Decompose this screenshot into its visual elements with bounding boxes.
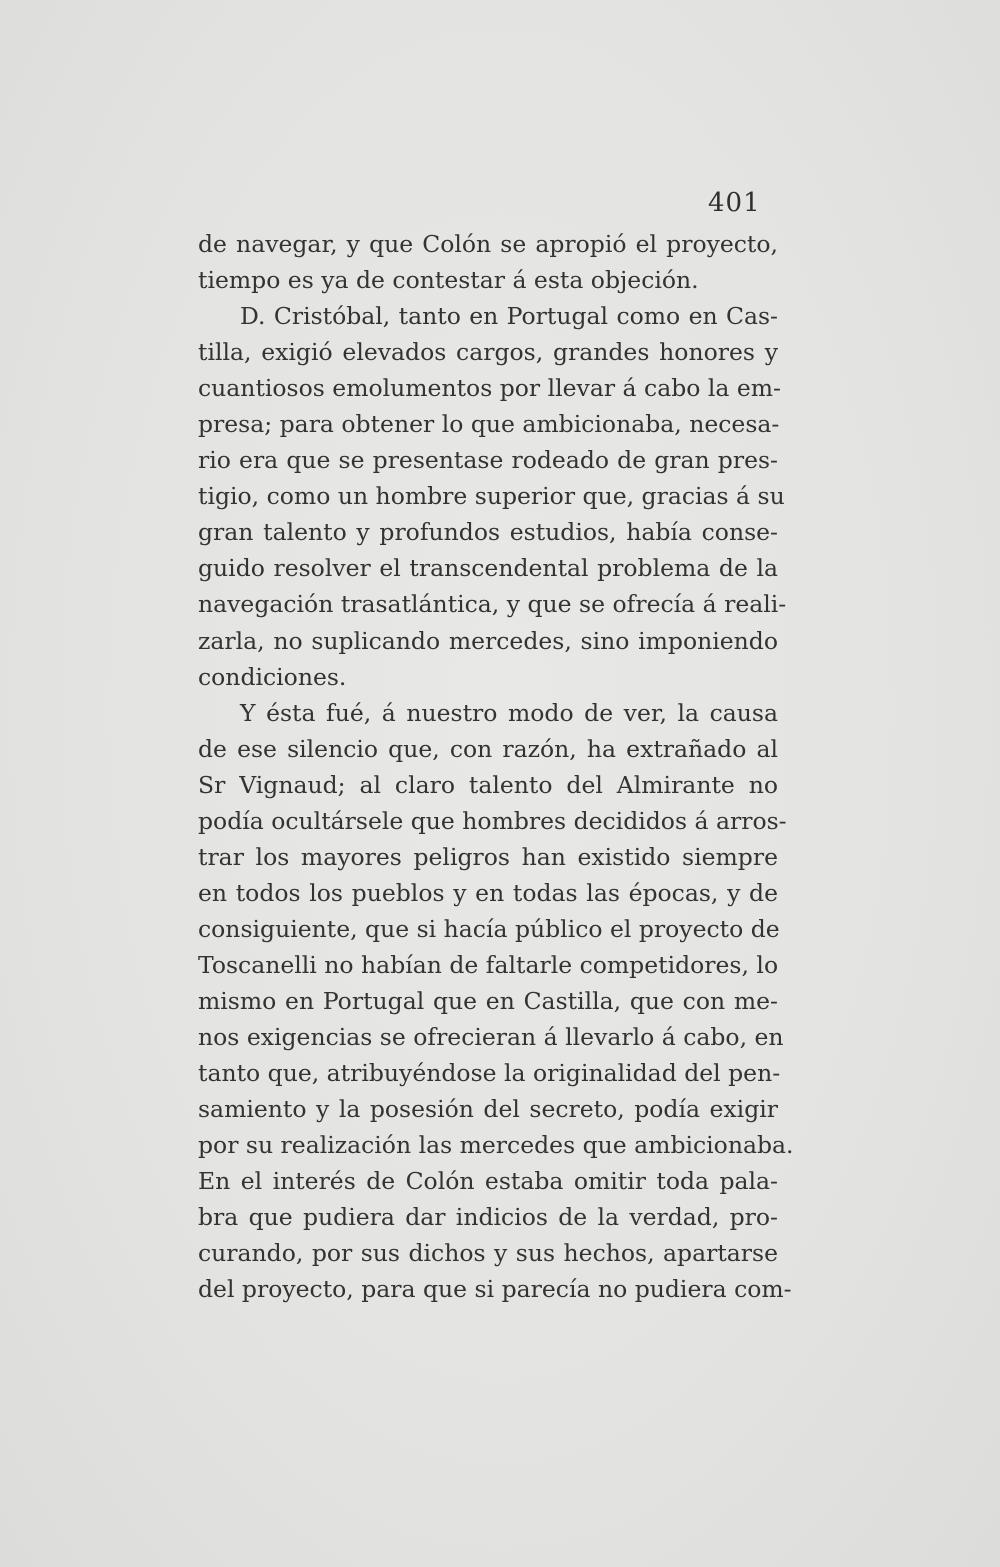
text-line: trar los mayores peligros han existido siempre — [198, 842, 778, 871]
text-line: de ese silencio que, con razón, ha extrañado al — [198, 734, 778, 763]
text-line: D. Cristóbal, tanto en Portugal como en Cas- — [240, 302, 778, 331]
text-line: mismo en Portugal que en Castilla, que con me- — [198, 986, 778, 1015]
text-line: presa; para obtener lo que ambicionaba, necesa- — [198, 410, 780, 439]
text-line: del proyecto, para que si parecía no pudiera com- — [198, 1275, 792, 1304]
text-line: rio era que se presentase rodeado de gran pres- — [198, 446, 778, 475]
text-line: Sr Vignaud; al claro talento del Almirante no — [198, 770, 778, 799]
text-line: Toscanelli no habían de faltarle competidores, lo — [198, 950, 779, 979]
text-line: Y ésta fué, á nuestro modo de ver, la causa — [240, 698, 778, 727]
text-line: samiento y la posesión del secreto, podía exigir — [198, 1095, 778, 1124]
text-line: curando, por sus dichos y sus hechos, apartarse — [198, 1239, 778, 1268]
text-line: tigio, como un hombre superior que, gracias á su — [198, 482, 785, 511]
text-line: navegación trasatlántica, y que se ofrecía á reali- — [198, 590, 787, 619]
text-line: condiciones. — [198, 662, 347, 691]
text-line: bra que pudiera dar indicios de la verdad, pro- — [198, 1203, 778, 1232]
text-line: En el interés de Colón estaba omitir toda pala- — [198, 1167, 778, 1196]
text-line: tanto que, atribuyéndose la originalidad del pen- — [198, 1059, 781, 1088]
text-line: guido resolver el transcendental problema de la — [198, 554, 778, 583]
text-line: de navegar, y que Colón se apropió el proyecto, — [198, 230, 778, 258]
page-number: 401 — [708, 188, 761, 218]
text-line: cuantiosos emolumentos por llevar á cabo la em- — [198, 374, 781, 403]
text-line: por su realización las mercedes que ambicionaba. — [198, 1131, 794, 1160]
text-line: zarla, no suplicando mercedes, sino imponiendo — [198, 626, 778, 655]
text-line: tiempo es ya de contestar á esta objeción. — [198, 266, 699, 295]
text-line: en todos los pueblos y en todas las épocas, y de — [198, 878, 778, 907]
text-line: nos exigencias se ofrecieran á llevarlo á cabo, en — [198, 1023, 784, 1052]
text-line: tilla, exigió elevados cargos, grandes honores y — [198, 338, 778, 367]
text-line: podía ocultársele que hombres decididos á arros- — [198, 806, 787, 835]
body-text — [198, 226, 794, 1307]
text-line: gran talento y profundos estudios, había conse- — [198, 518, 778, 547]
text-line: consiguiente, que si hacía público el proyecto de — [198, 914, 780, 943]
